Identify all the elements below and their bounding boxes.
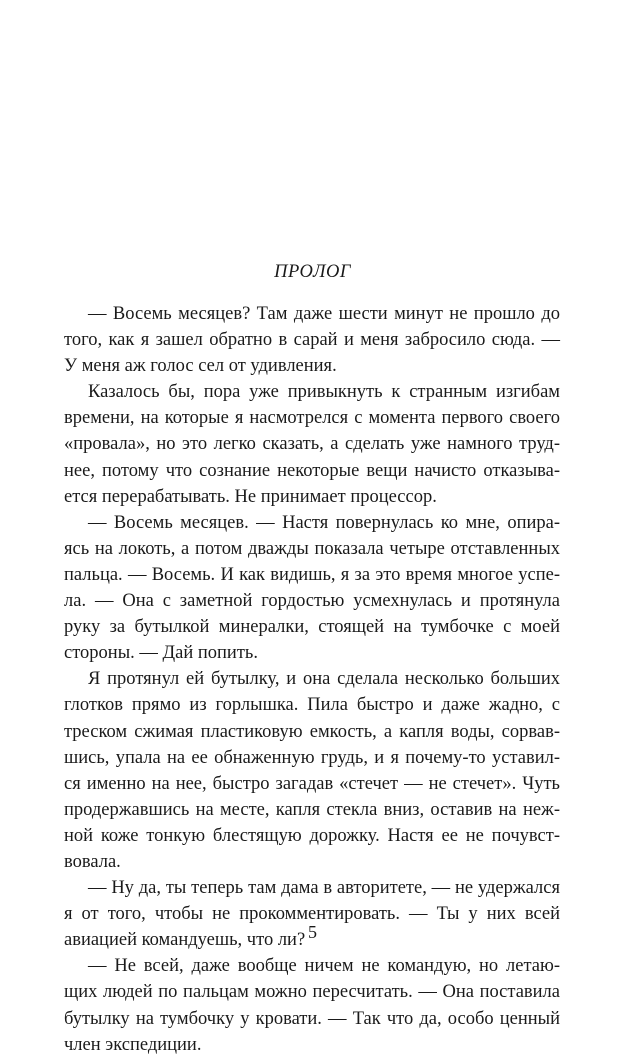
text-line: ной коже тонкую блестящую дорожку. Настя ее не почувст- [64,825,560,846]
text-line: — Восемь месяцев. — Настя повернулась ко мне, опира- [88,512,560,533]
text-line: глотков прямо из горлышка. Пила быстро и даже жадно, с [64,695,560,716]
text-line: руку за бутылкой минералки, стоящей на тумбочке с моей [64,617,560,638]
text-line: — Не всей, даже вообще ничем не командую, но летаю- [88,956,560,977]
text-line: авиацией командуешь, что ли? [64,930,306,951]
text-line: времени, на которые я насмотрелся с момента первого своего [64,408,560,429]
text-line: вовала. [64,851,121,872]
text-line: пальца. — Восемь. И как видишь, я за это время многое успе- [64,564,560,585]
text-line: ется перерабатывать. Не принимает процессор. [64,486,437,507]
chapter-title: ПРОЛОГ [274,262,351,282]
body-text [64,301,560,1058]
text-line: треском сжимая пластиковую емкость, а капля воды, сорвав- [64,721,560,742]
text-line: я от того, чтобы не прокомментировать. — Ты у них всей [64,904,560,925]
text-line: того, как я зашел обратно в сарай и меня забросило сюда. — [64,330,560,351]
text-line: — Ну да, ты теперь там дама в авторитете, — не удержался [88,878,560,899]
text-line: продержавшись на месте, капля стекла вниз, оставив на неж- [64,799,560,820]
text-line: щих людей по пальцам можно пересчитать. — Она поставила [64,982,560,1003]
text-line: шись, упала на ее обнаженную грудь, и я почему-то уставил- [64,747,560,768]
text-line: ся именно на нее, быстро загадав «стечет — не стечет». Чуть [64,773,560,794]
text-line: Казалось бы, пора уже привыкнуть к странным изгибам [88,382,560,403]
text-line: нее, потому что сознание некоторые вещи начисто отказыва- [64,460,560,481]
text-line: член экспедиции. [64,1034,202,1055]
text-line: — Восемь месяцев? Там даже шести минут не прошло до [88,304,560,324]
text-line: «провала», но это легко сказать, а сделать уже намного труд- [64,434,560,455]
text-line: ясь на локоть, а потом дважды показала четыре отставленных [64,538,560,559]
text-line: бутылку на тумбочку у кровати. — Так что да, особо ценный [64,1008,560,1029]
text-line: У меня аж голос сел от удивления. [64,356,337,377]
page-number: 5 [308,922,317,942]
text-line: ла. — Она с заметной гордостью усмехнулась и протянула [64,591,560,612]
text-line: стороны. — Дай попить. [64,643,258,664]
text-line: Я протянул ей бутылку, и она сделала несколько больших [88,669,560,690]
